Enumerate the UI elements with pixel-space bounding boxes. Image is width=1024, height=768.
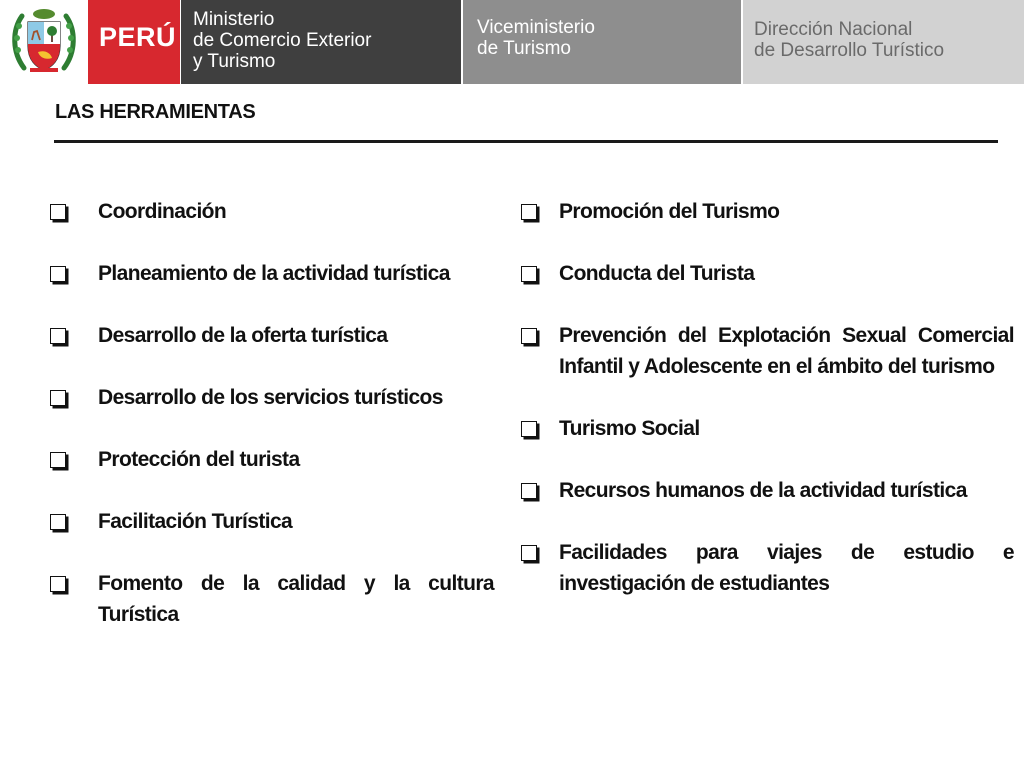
list-item bbox=[518, 320, 1014, 382]
checkbox-bullet-icon bbox=[50, 452, 66, 468]
list-item bbox=[46, 320, 494, 351]
direccion-line-2: de Desarrollo Turístico bbox=[754, 40, 945, 61]
checkbox-bullet-icon bbox=[50, 514, 66, 530]
list-item-text: Desarrollo de la oferta turística bbox=[98, 324, 388, 347]
list-item bbox=[46, 568, 494, 630]
list-item bbox=[518, 196, 1014, 227]
ministry-line-2: de Comercio Exterior bbox=[193, 30, 372, 51]
checkbox-bullet-icon bbox=[521, 266, 537, 282]
ministry-line-1: Ministerio bbox=[193, 9, 275, 30]
checkbox-bullet-icon bbox=[521, 328, 537, 344]
list-item-text: Facilidades para viajes de estudio e investigación de estudiantes bbox=[559, 541, 1014, 595]
vice-line-1: Viceministerio bbox=[477, 17, 595, 38]
coat-of-arms-icon bbox=[10, 4, 78, 76]
checkbox-bullet-icon bbox=[521, 545, 537, 561]
list-item-text: Recursos humanos de la actividad turística bbox=[559, 479, 967, 502]
checkbox-bullet-icon bbox=[50, 204, 66, 220]
list-item-text: Conducta del Turista bbox=[559, 262, 755, 285]
list-item-text: Prevención del Explotación Sexual Comercial Infantil y Adolescente en el ámbito del turismo bbox=[559, 324, 1014, 378]
tools-list-left bbox=[46, 196, 494, 661]
vice-line-2: de Turismo bbox=[477, 38, 571, 59]
list-item bbox=[46, 258, 494, 289]
header-banner bbox=[0, 0, 1024, 84]
ministry-line-3: y Turismo bbox=[193, 51, 276, 72]
section-divider bbox=[54, 140, 998, 143]
list-item-text: Fomento de la calidad y la cultura Turística bbox=[98, 572, 494, 626]
checkbox-bullet-icon bbox=[50, 390, 66, 406]
direccion-name bbox=[754, 19, 944, 61]
list-item bbox=[518, 258, 1014, 289]
checkbox-bullet-icon bbox=[521, 204, 537, 220]
list-item-text: Promoción del Turismo bbox=[559, 200, 780, 223]
list-item bbox=[46, 506, 494, 537]
list-item-text: Facilitación Turística bbox=[98, 510, 293, 533]
list-item bbox=[46, 382, 494, 413]
list-item-text: Turismo Social bbox=[559, 417, 700, 440]
vice-ministry-name bbox=[477, 17, 595, 59]
list-item-text: Coordinación bbox=[98, 200, 227, 223]
checkbox-bullet-icon bbox=[50, 328, 66, 344]
list-item bbox=[46, 444, 494, 475]
list-item bbox=[518, 537, 1014, 599]
checkbox-bullet-icon bbox=[50, 576, 66, 592]
tools-list-right bbox=[518, 196, 1014, 630]
list-item-text: Desarrollo de los servicios turísticos bbox=[98, 386, 443, 409]
list-item bbox=[46, 196, 494, 227]
country-name: PERÚ bbox=[99, 22, 177, 52]
list-item-text: Protección del turista bbox=[98, 448, 300, 471]
list-item bbox=[518, 475, 1014, 506]
list-item bbox=[518, 413, 1014, 444]
direccion-line-1: Dirección Nacional bbox=[754, 19, 913, 40]
checkbox-bullet-icon bbox=[50, 266, 66, 282]
ministry-name bbox=[193, 9, 371, 72]
checkbox-bullet-icon bbox=[521, 421, 537, 437]
list-item-text: Planeamiento de la actividad turística bbox=[98, 262, 450, 285]
checkbox-bullet-icon bbox=[521, 483, 537, 499]
section-title: LAS HERRAMIENTAS bbox=[55, 101, 256, 123]
